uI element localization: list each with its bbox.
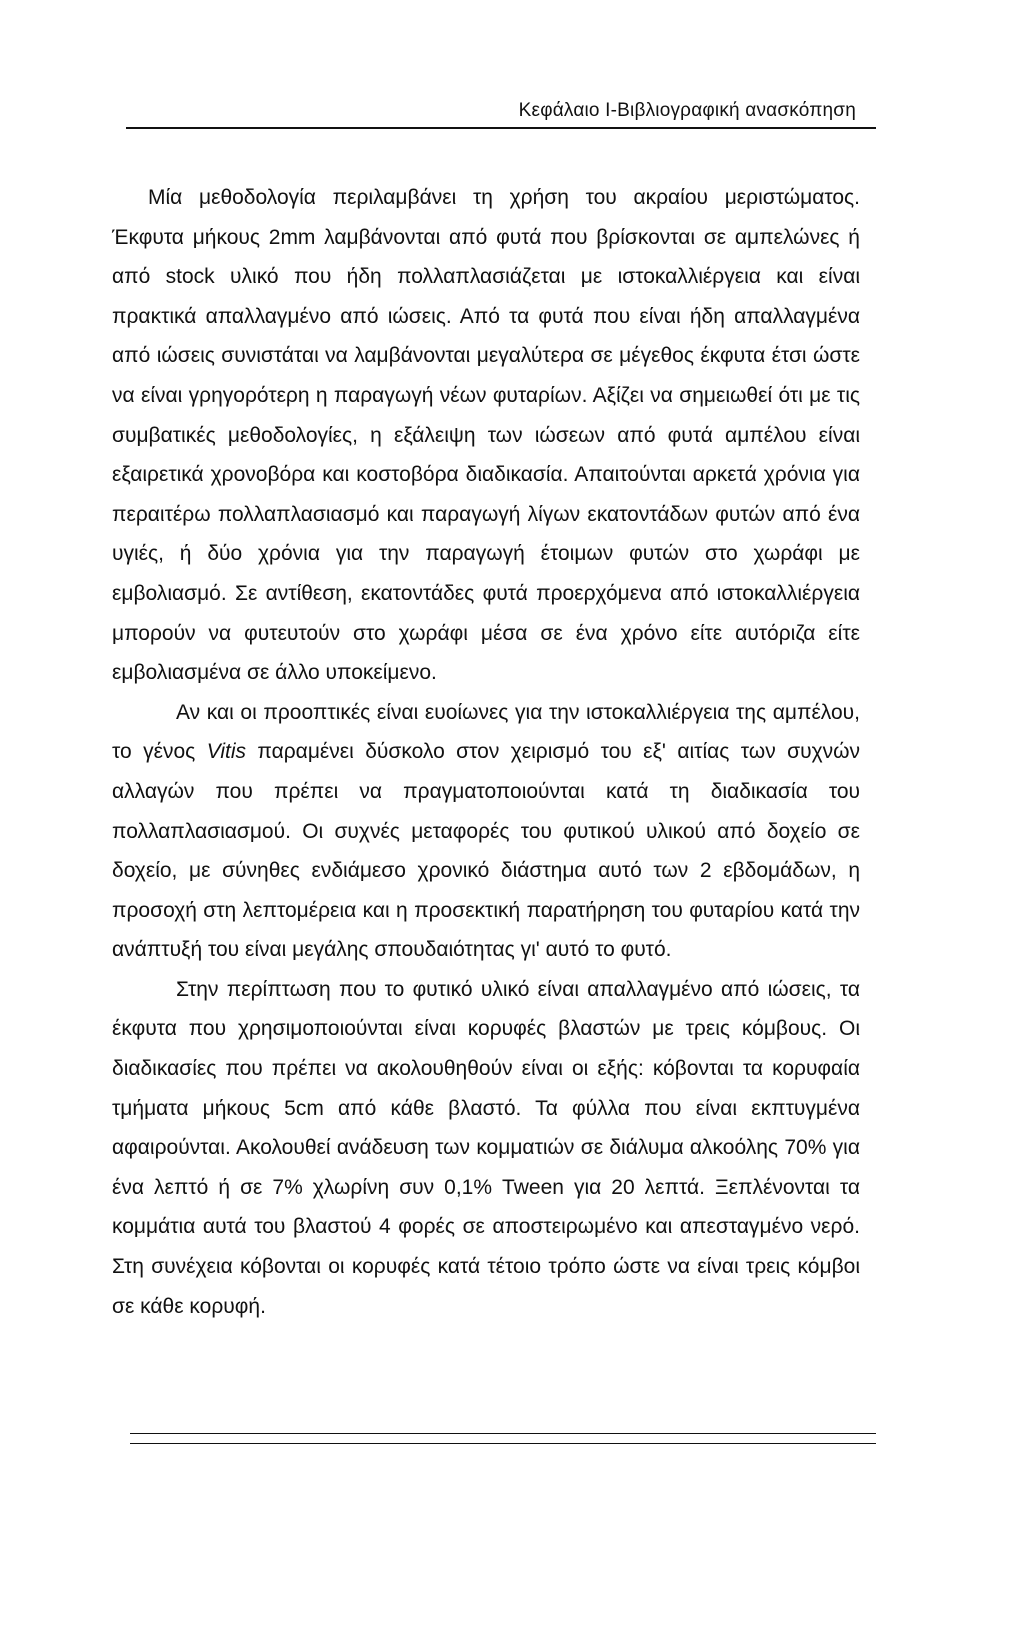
genus-name: Vitis (206, 740, 246, 764)
paragraph-2 (112, 693, 860, 970)
body-text (112, 178, 860, 1326)
paragraph-3: Στην περίπτωση που το φυτικό υλικό είναι απαλλαγμένο από ιώσεις, τα έκφυτα που χρησιμοποιούνται είναι κορυφές βλαστών με τρεις κόμβους. Οι διαδικασίες που πρέπει να ακολουθηθούν είναι οι εξής: κόβονται τα κορυφαία τμήματα μήκους 5cm από κάθε βλαστό. Τα φύλλα που είναι εκπτυγμένα αφαιρούνται. Ακολουθεί ανάδευση των κομματιών σε διάλυμα αλκοόλης 70% για ένα λεπτό ή σε 7% χλωρίνη συν 0,1% Tween για 20 λεπτά. Ξεπλένονται τα κομμάτια αυτά του βλαστού 4 φορές σε αποστειρωμένο και απεσταγμένο νερό. Στη συνέχεια κόβονται οι κορυφές κατά τέτοιο τρόπο ώστε να είναι τρεις κόμβοι σε κάθε κορυφή. (112, 977, 860, 1318)
paragraph-1: Μία μεθοδολογία περιλαμβάνει τη χρήση του ακραίου μεριστώματος. Έκφυτα μήκους 2mm λαμβάνονται από φυτά που βρίσκονται σε αμπελώνες ή από stock υλικό που ήδη πολλαπλασιάζεται με ιστοκαλλιέργεια και είναι πρακτικά απαλλαγμένο από ιώσεις. Από τα φυτά που είναι ήδη απαλλαγμένα από ιώσεις συνιστάται να λαμβάνονται μεγαλύτερα σε μέγεθος έκφυτα έτσι ώστε να είναι γρηγορότερη η παραγωγή νέων φυταρίων. Αξίζει να σημειωθεί ότι με τις συμβατικές μεθοδολογίες, η εξάλειψη των ιώσεων από φυτά αμπέλου είναι εξαιρετικά χρονοβόρα και κοστοβόρα διαδικασία. Απαιτούνται αρκετά χρόνια για περαιτέρω πολλαπλασιασμό και παραγωγή λίγων εκατοντάδων φυτών από ένα υγιές, ή δύο χρόνια για την παραγωγή έτοιμων φυτών στο χωράφι με εμβολιασμό. Σε αντίθεση, εκατοντάδες φυτά προερχόμενα από ιστοκαλλιέργεια μπορούν να φυτευτούν στο χωράφι μέσα σε ένα χρόνο είτε αυτόριζα είτε εμβολιασμένα σε άλλο υποκείμενο. (112, 186, 860, 685)
footer-rule-bottom (130, 1443, 876, 1444)
footer-rule-top (130, 1433, 876, 1434)
paragraph-2-part-1: Αν και οι προοπτικές είναι ευοίωνες για την ιστοκαλλιέργεια της αμπέλου, το γένος (112, 700, 860, 764)
running-header: Κεφάλαιο Ι-Βιβλιογραφική ανασκόπηση (518, 100, 856, 121)
header-rule (126, 127, 876, 129)
paragraph-2-part-2: παραμένει δύσκολο στον χειρισμό του εξ' αιτίας των συχνών αλλαγών που πρέπει να πραγματοποιούνται κατά τη διαδικασία του πολλαπλασιασμού. Οι συχνές μεταφορές του φυτικού υλικού από δοχείο σε δοχείο, με σύνηθες ενδιάμεσο χρονικό διάστημα αυτό των 2 εβδομάδων, η προσοχή στη λεπτομέρεια και η προσεκτική παρατήρηση του φυταρίου κατά την ανάπτυξή του είναι μεγάλης σπουδαιότητας γι' αυτό το φυτό. (112, 740, 860, 962)
